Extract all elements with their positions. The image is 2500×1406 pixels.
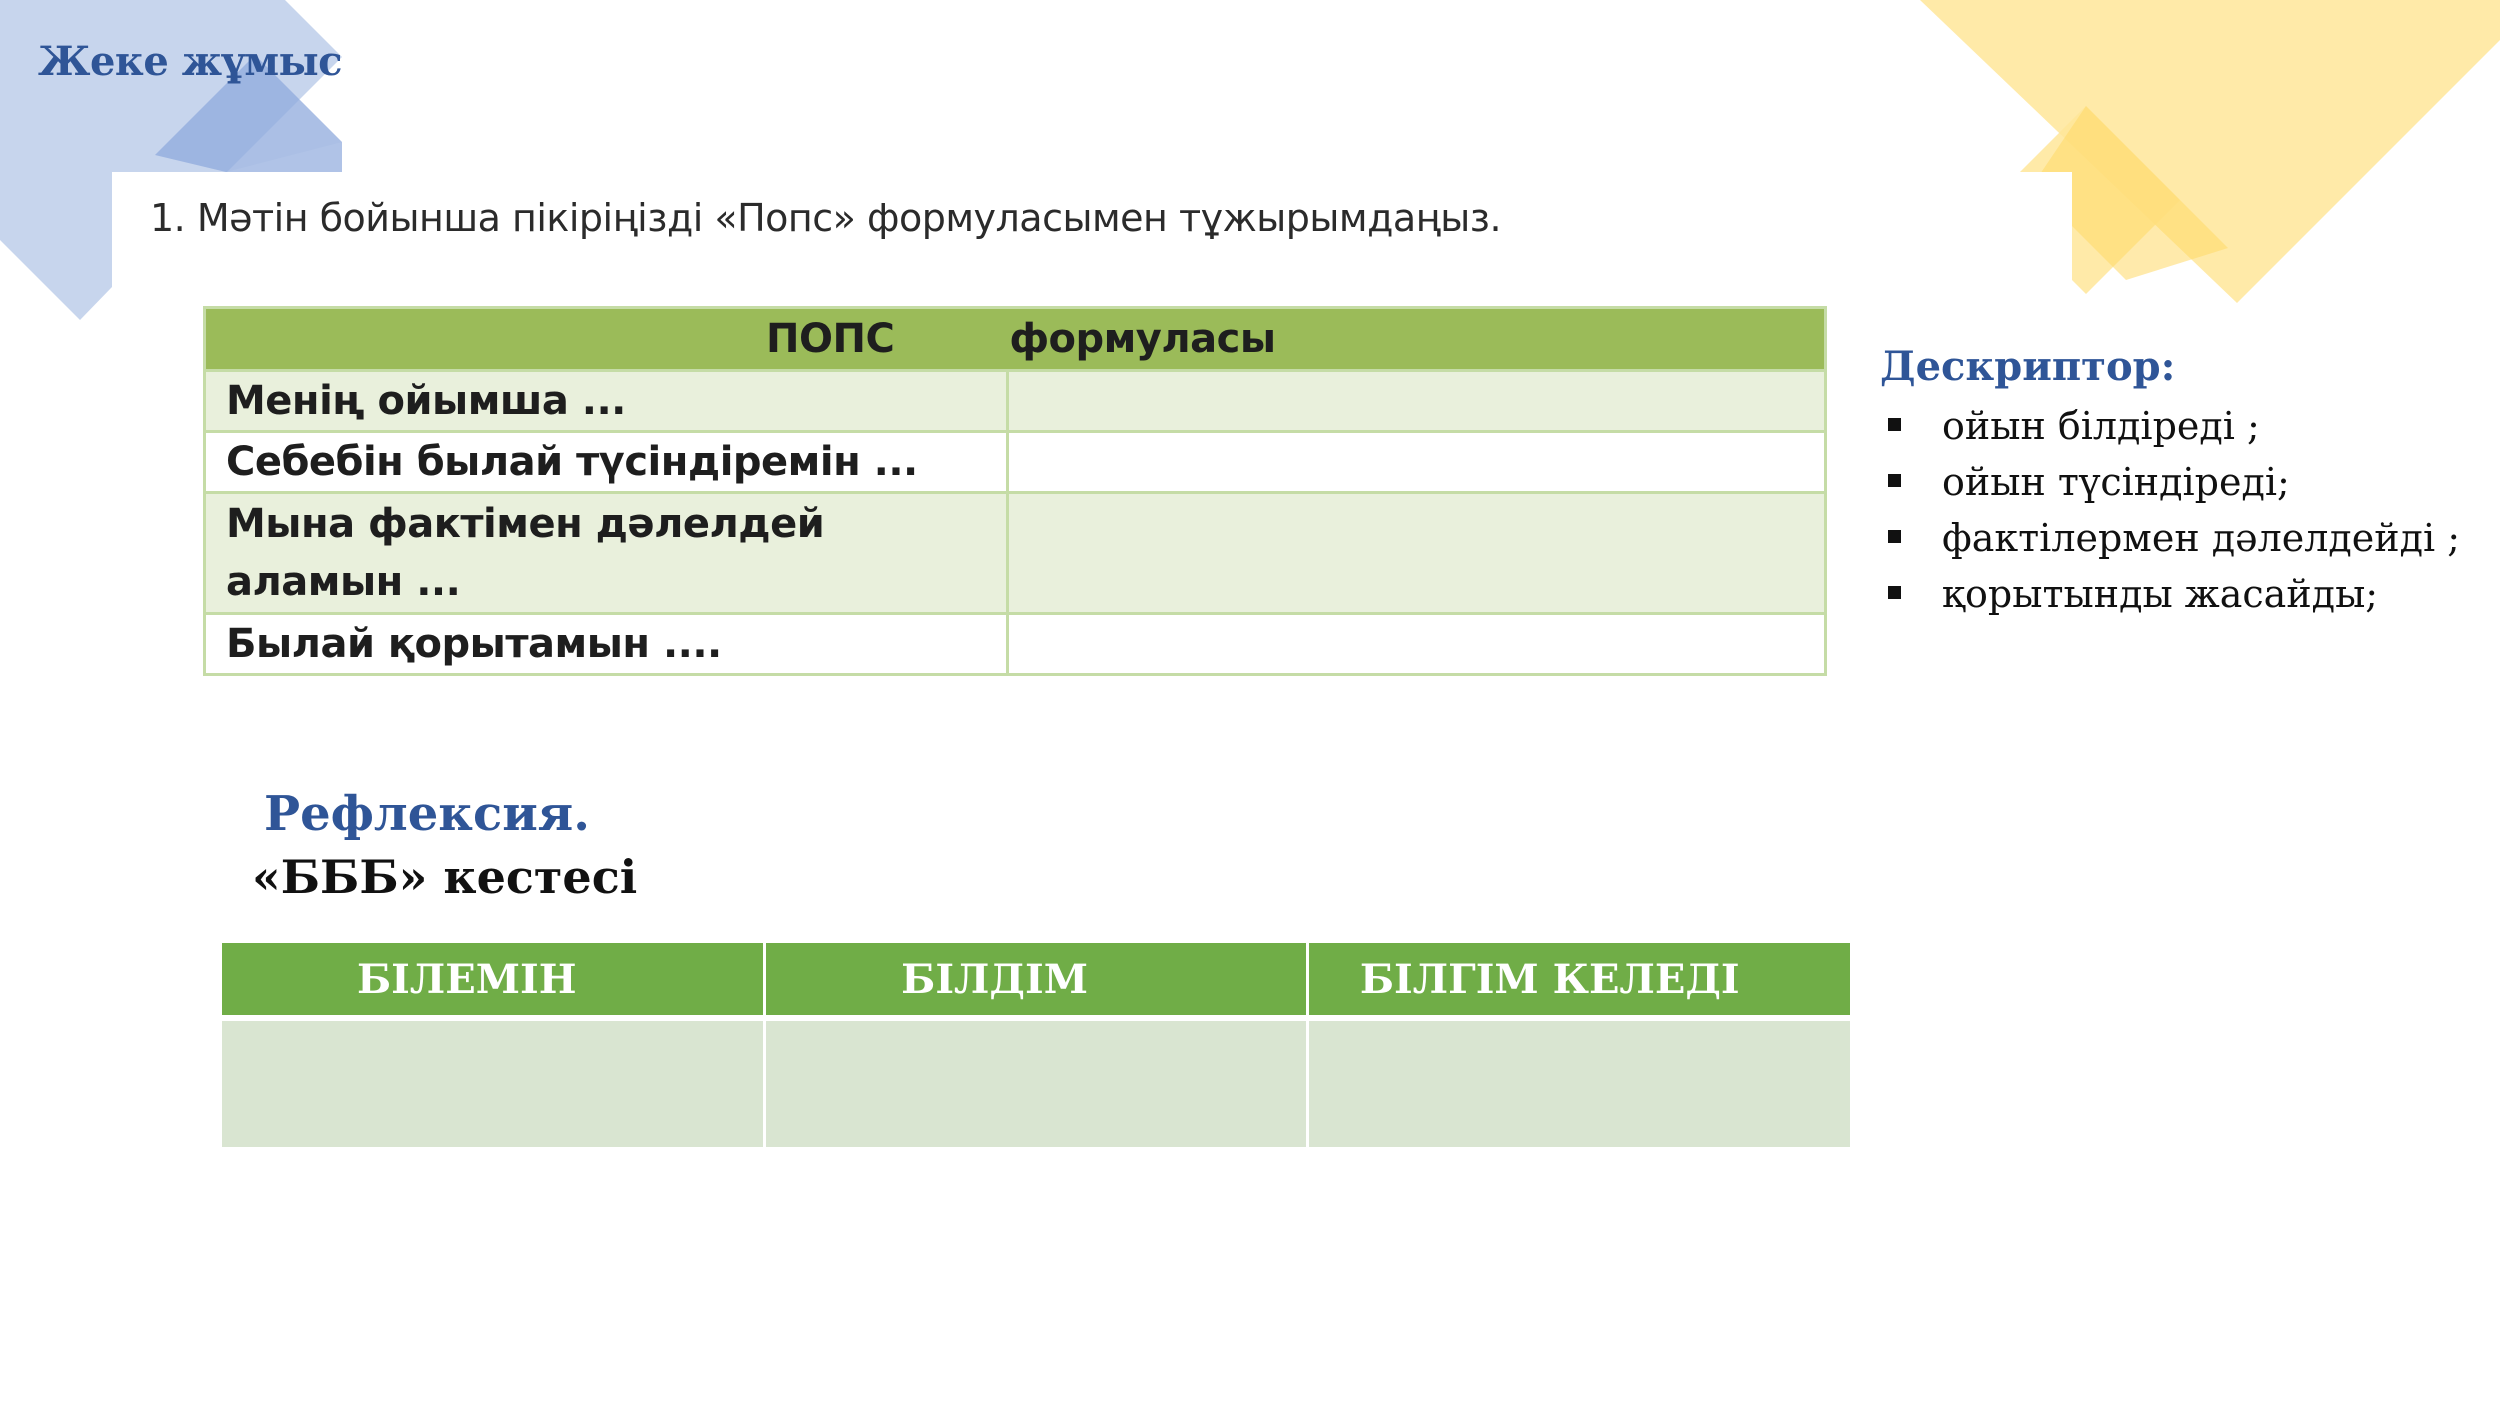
pops-row-value[interactable] [1008,432,1826,493]
bbb-table-title: «БББ» кестесі [252,850,638,904]
pops-header-left: ПОПС [766,316,895,362]
square-bullet-icon [1888,586,1901,599]
descriptor-item: ойын білдіреді ; [1880,398,2460,454]
pops-row-label-line1: Мына фактімен дәлелдей [226,501,825,547]
pops-row-label: Себебін былай түсіндіремін ... [205,432,1008,493]
task-instruction: 1. Мәтін бойынша пікіріңізді «Попс» формуласымен тұжырымдаңыз. [150,196,1502,240]
pops-row-label-line2: аламын ... [226,559,461,605]
reflection-title: Рефлексия. [264,786,590,842]
pops-row-evidence [205,493,1826,614]
bbb-cell-want-to-know[interactable] [1307,1018,1850,1147]
deco-blue-triangle-small [0,172,112,320]
pops-header-right: формуласы [1009,316,1276,362]
pops-row-value[interactable] [1008,614,1826,675]
pops-table [203,306,1827,676]
pops-row-reason [205,432,1826,493]
bbb-col-learned: БІЛДІМ [765,943,1308,1018]
pops-row-conclusion [205,614,1826,675]
descriptor-item: ойын түсіндіреді; [1880,454,2460,510]
pops-row-value[interactable] [1008,493,1826,614]
section-title: Жеке жұмыс [38,38,343,85]
square-bullet-icon [1888,530,1901,543]
pops-row-value[interactable] [1008,371,1826,432]
pops-header [205,308,1826,371]
pops-row-label: Былай қорытамын .... [205,614,1008,675]
pops-row-label [205,493,1008,614]
pops-row-label: Менің ойымша ... [205,371,1008,432]
bbb-body-row [222,1018,1850,1147]
pops-header-row [205,308,1826,371]
square-bullet-icon [1888,418,1901,431]
bbb-cell-learned[interactable] [765,1018,1308,1147]
descriptor-list [1880,398,2460,622]
bbb-col-know: БІЛЕМІН [222,943,765,1018]
square-bullet-icon [1888,474,1901,487]
descriptor-item: фактілермен дәлелдейді ; [1880,510,2460,566]
bbb-cell-know[interactable] [222,1018,765,1147]
descriptor-title: Дескриптор: [1880,343,2176,390]
bbb-header-row [222,943,1850,1018]
descriptor-panel [1880,343,2460,622]
bbb-table [222,943,1850,1147]
descriptor-item: қорытынды жасайды; [1880,566,2460,622]
pops-row-position [205,371,1826,432]
bbb-col-want-to-know: БІЛГІМ КЕЛЕДІ [1307,943,1850,1018]
